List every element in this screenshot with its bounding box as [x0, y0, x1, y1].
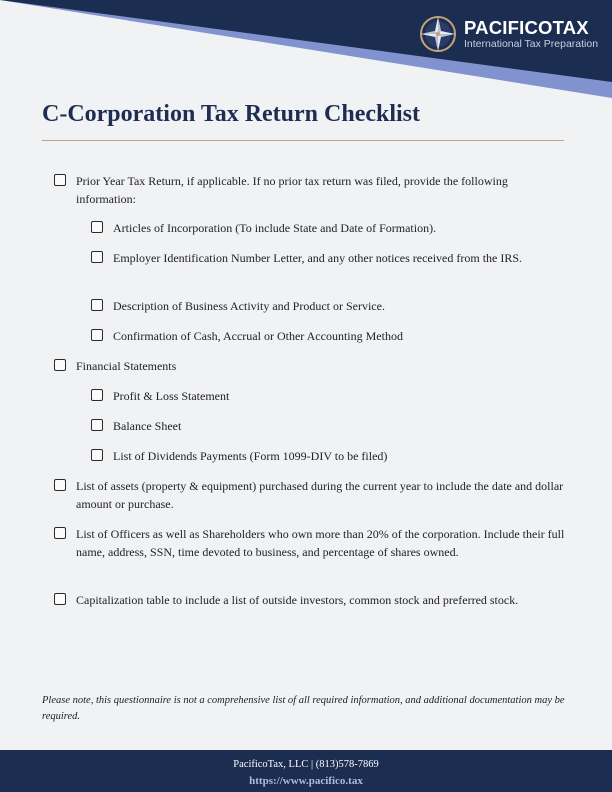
disclaimer-note: Please note, this questionnaire is not a comprehensive list of all required information, and additional documentation may be required.: [42, 695, 565, 722]
checklist-item-label: Prior Year Tax Return, if applicable. If no prior tax return was filed, provide the following information:: [76, 174, 508, 206]
checklist-item-label: List of assets (property & equipment) purchased during the current year to include the date and dollar amount or purchase.: [76, 479, 564, 511]
checklist-item-label: List of Officers as well as Shareholders who own more than 20% of the corporation. Include their full name, address, SSN, time devoted to business, and percentage of shares owned.: [76, 527, 565, 559]
checklist-item-articles-of-incorporation[interactable]: [91, 219, 569, 237]
checklist-item-label: Employer Identification Number Letter, and any other notices received from the IRS.: [113, 251, 523, 265]
checklist-item-label: List of Dividends Payments (Form 1099-DIV to be filed): [113, 449, 388, 463]
checklist-item-ein-letter[interactable]: [91, 249, 569, 267]
brand-logo[interactable]: [418, 14, 599, 54]
checklist-item-label: Description of Business Activity and Product or Service.: [113, 299, 385, 313]
checklist-item-label: Financial Statements: [76, 359, 177, 373]
checkbox-icon[interactable]: [91, 389, 103, 401]
page-title: C-Corporation Tax Return Checklist: [42, 101, 421, 127]
checkbox-icon[interactable]: [91, 329, 103, 341]
checklist-item-prior-year-return[interactable]: [54, 172, 569, 208]
checkbox-icon[interactable]: [54, 479, 66, 491]
checklist-item-label: Profit & Loss Statement: [113, 389, 230, 403]
footer-phone[interactable]: (813)578-7869: [315, 759, 379, 770]
checklist-item-assets[interactable]: [54, 477, 569, 513]
checkbox-icon[interactable]: [54, 527, 66, 539]
checklist-item-capitalization-table[interactable]: [54, 591, 569, 609]
checklist-item-officers-shareholders[interactable]: [54, 525, 569, 561]
brand-tagline: International Tax Preparation: [464, 38, 599, 50]
footer-website-link[interactable]: https://www.pacifico.tax: [249, 775, 363, 787]
brand-name: PACIFICOTAX: [464, 17, 589, 38]
footer: [0, 750, 612, 792]
footer-separator: |: [310, 759, 314, 770]
compass-icon: [418, 14, 458, 54]
footer-company: PacificoTax, LLC: [233, 759, 309, 770]
checklist-item-balance-sheet[interactable]: [91, 417, 569, 435]
checklist-item-financial-statements[interactable]: [54, 357, 569, 375]
checkbox-icon[interactable]: [91, 419, 103, 431]
checkbox-icon[interactable]: [54, 174, 66, 186]
checkbox-icon[interactable]: [54, 359, 66, 371]
checklist-item-profit-loss[interactable]: [91, 387, 569, 405]
checklist-item-accounting-method[interactable]: [91, 327, 569, 345]
checkbox-icon[interactable]: [91, 251, 103, 263]
checklist-item-label: Confirmation of Cash, Accrual or Other Accounting Method: [113, 329, 403, 343]
checklist-item-label: Balance Sheet: [113, 419, 182, 433]
checkbox-icon[interactable]: [91, 299, 103, 311]
checkbox-icon[interactable]: [54, 593, 66, 605]
checklist-item-dividends[interactable]: [91, 447, 569, 465]
footer-contact: [0, 759, 612, 770]
checklist-item-label: Capitalization table to include a list of outside investors, common stock and preferred stock.: [76, 593, 519, 607]
checklist-item-label: Articles of Incorporation (To include State and Date of Formation).: [113, 221, 437, 235]
checklist-item-business-activity[interactable]: [91, 297, 569, 315]
checkbox-icon[interactable]: [91, 449, 103, 461]
title-divider: [42, 140, 564, 141]
checkbox-icon[interactable]: [91, 221, 103, 233]
